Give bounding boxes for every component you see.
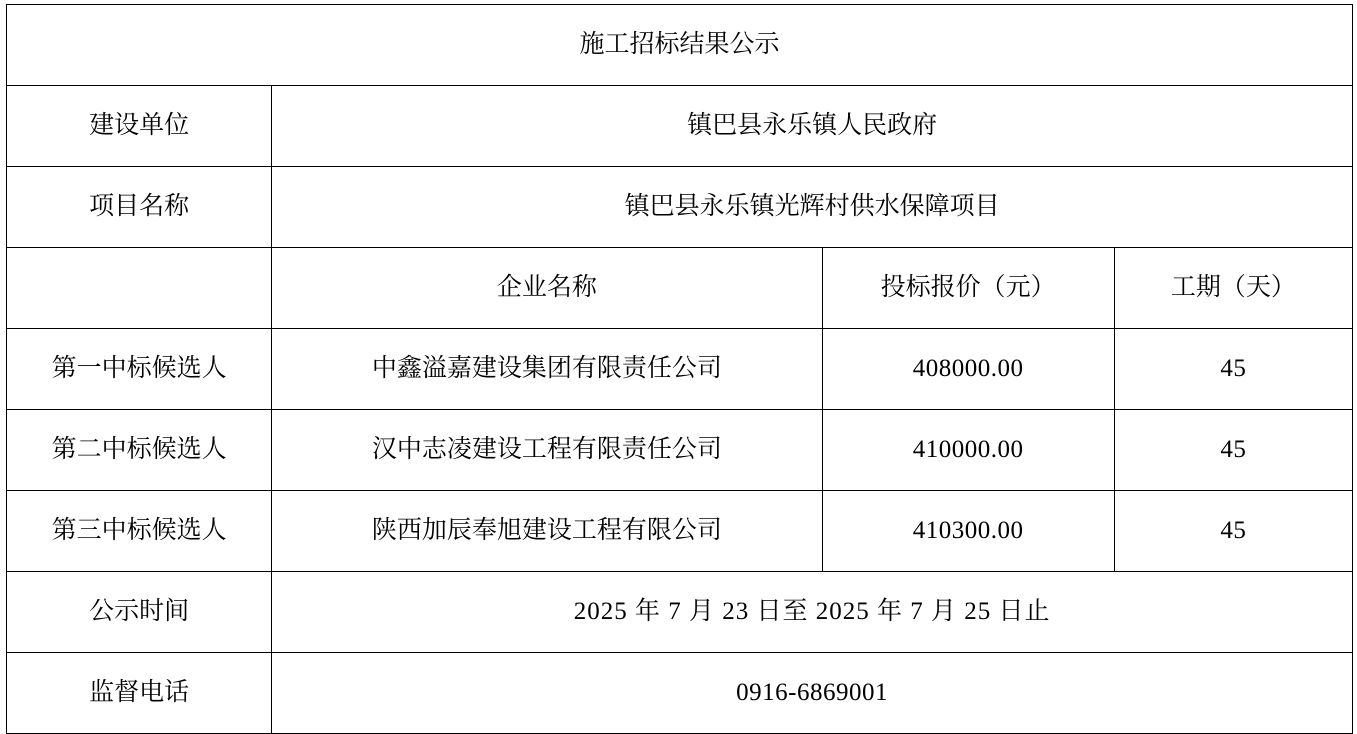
candidate-price: 410000.00 [822,410,1114,491]
project-name-label: 项目名称 [7,167,272,248]
candidate-company: 陕西加辰奉旭建设工程有限公司 [272,491,822,572]
project-name-value: 镇巴县永乐镇光辉村供水保障项目 [272,167,1353,248]
header-blank-cell [7,248,272,329]
candidate-price: 410300.00 [822,491,1114,572]
candidate-company: 中鑫溢嘉建设集团有限责任公司 [272,329,822,410]
candidate-duration: 45 [1114,329,1352,410]
candidate-rank-label: 第一中标候选人 [7,329,272,410]
candidate-price: 408000.00 [822,329,1114,410]
candidate-rank-label: 第二中标候选人 [7,410,272,491]
table-row-column-headers [7,248,1353,329]
candidate-duration: 45 [1114,491,1352,572]
table-row-project-name [7,167,1353,248]
candidate-duration: 45 [1114,410,1352,491]
table-row [7,491,1353,572]
construction-unit-label: 建设单位 [7,86,272,167]
construction-unit-value: 镇巴县永乐镇人民政府 [272,86,1353,167]
bid-result-table [6,4,1353,734]
notice-time-value: 2025 年 7 月 23 日至 2025 年 7 月 25 日止 [272,572,1353,653]
header-price: 投标报价（元） [822,248,1114,329]
table-row-construction-unit [7,86,1353,167]
table-row [7,329,1353,410]
notice-time-label: 公示时间 [7,572,272,653]
table-row-notice-time [7,572,1353,653]
candidate-rank-label: 第三中标候选人 [7,491,272,572]
header-duration: 工期（天） [1114,248,1352,329]
supervision-phone-label: 监督电话 [7,653,272,734]
table-row [7,410,1353,491]
candidate-company: 汉中志凌建设工程有限责任公司 [272,410,822,491]
document-title: 施工招标结果公示 [7,5,1353,86]
table-row-title [7,5,1353,86]
supervision-phone-value: 0916-6869001 [272,653,1353,734]
table-row-supervision-phone [7,653,1353,734]
header-company: 企业名称 [272,248,822,329]
